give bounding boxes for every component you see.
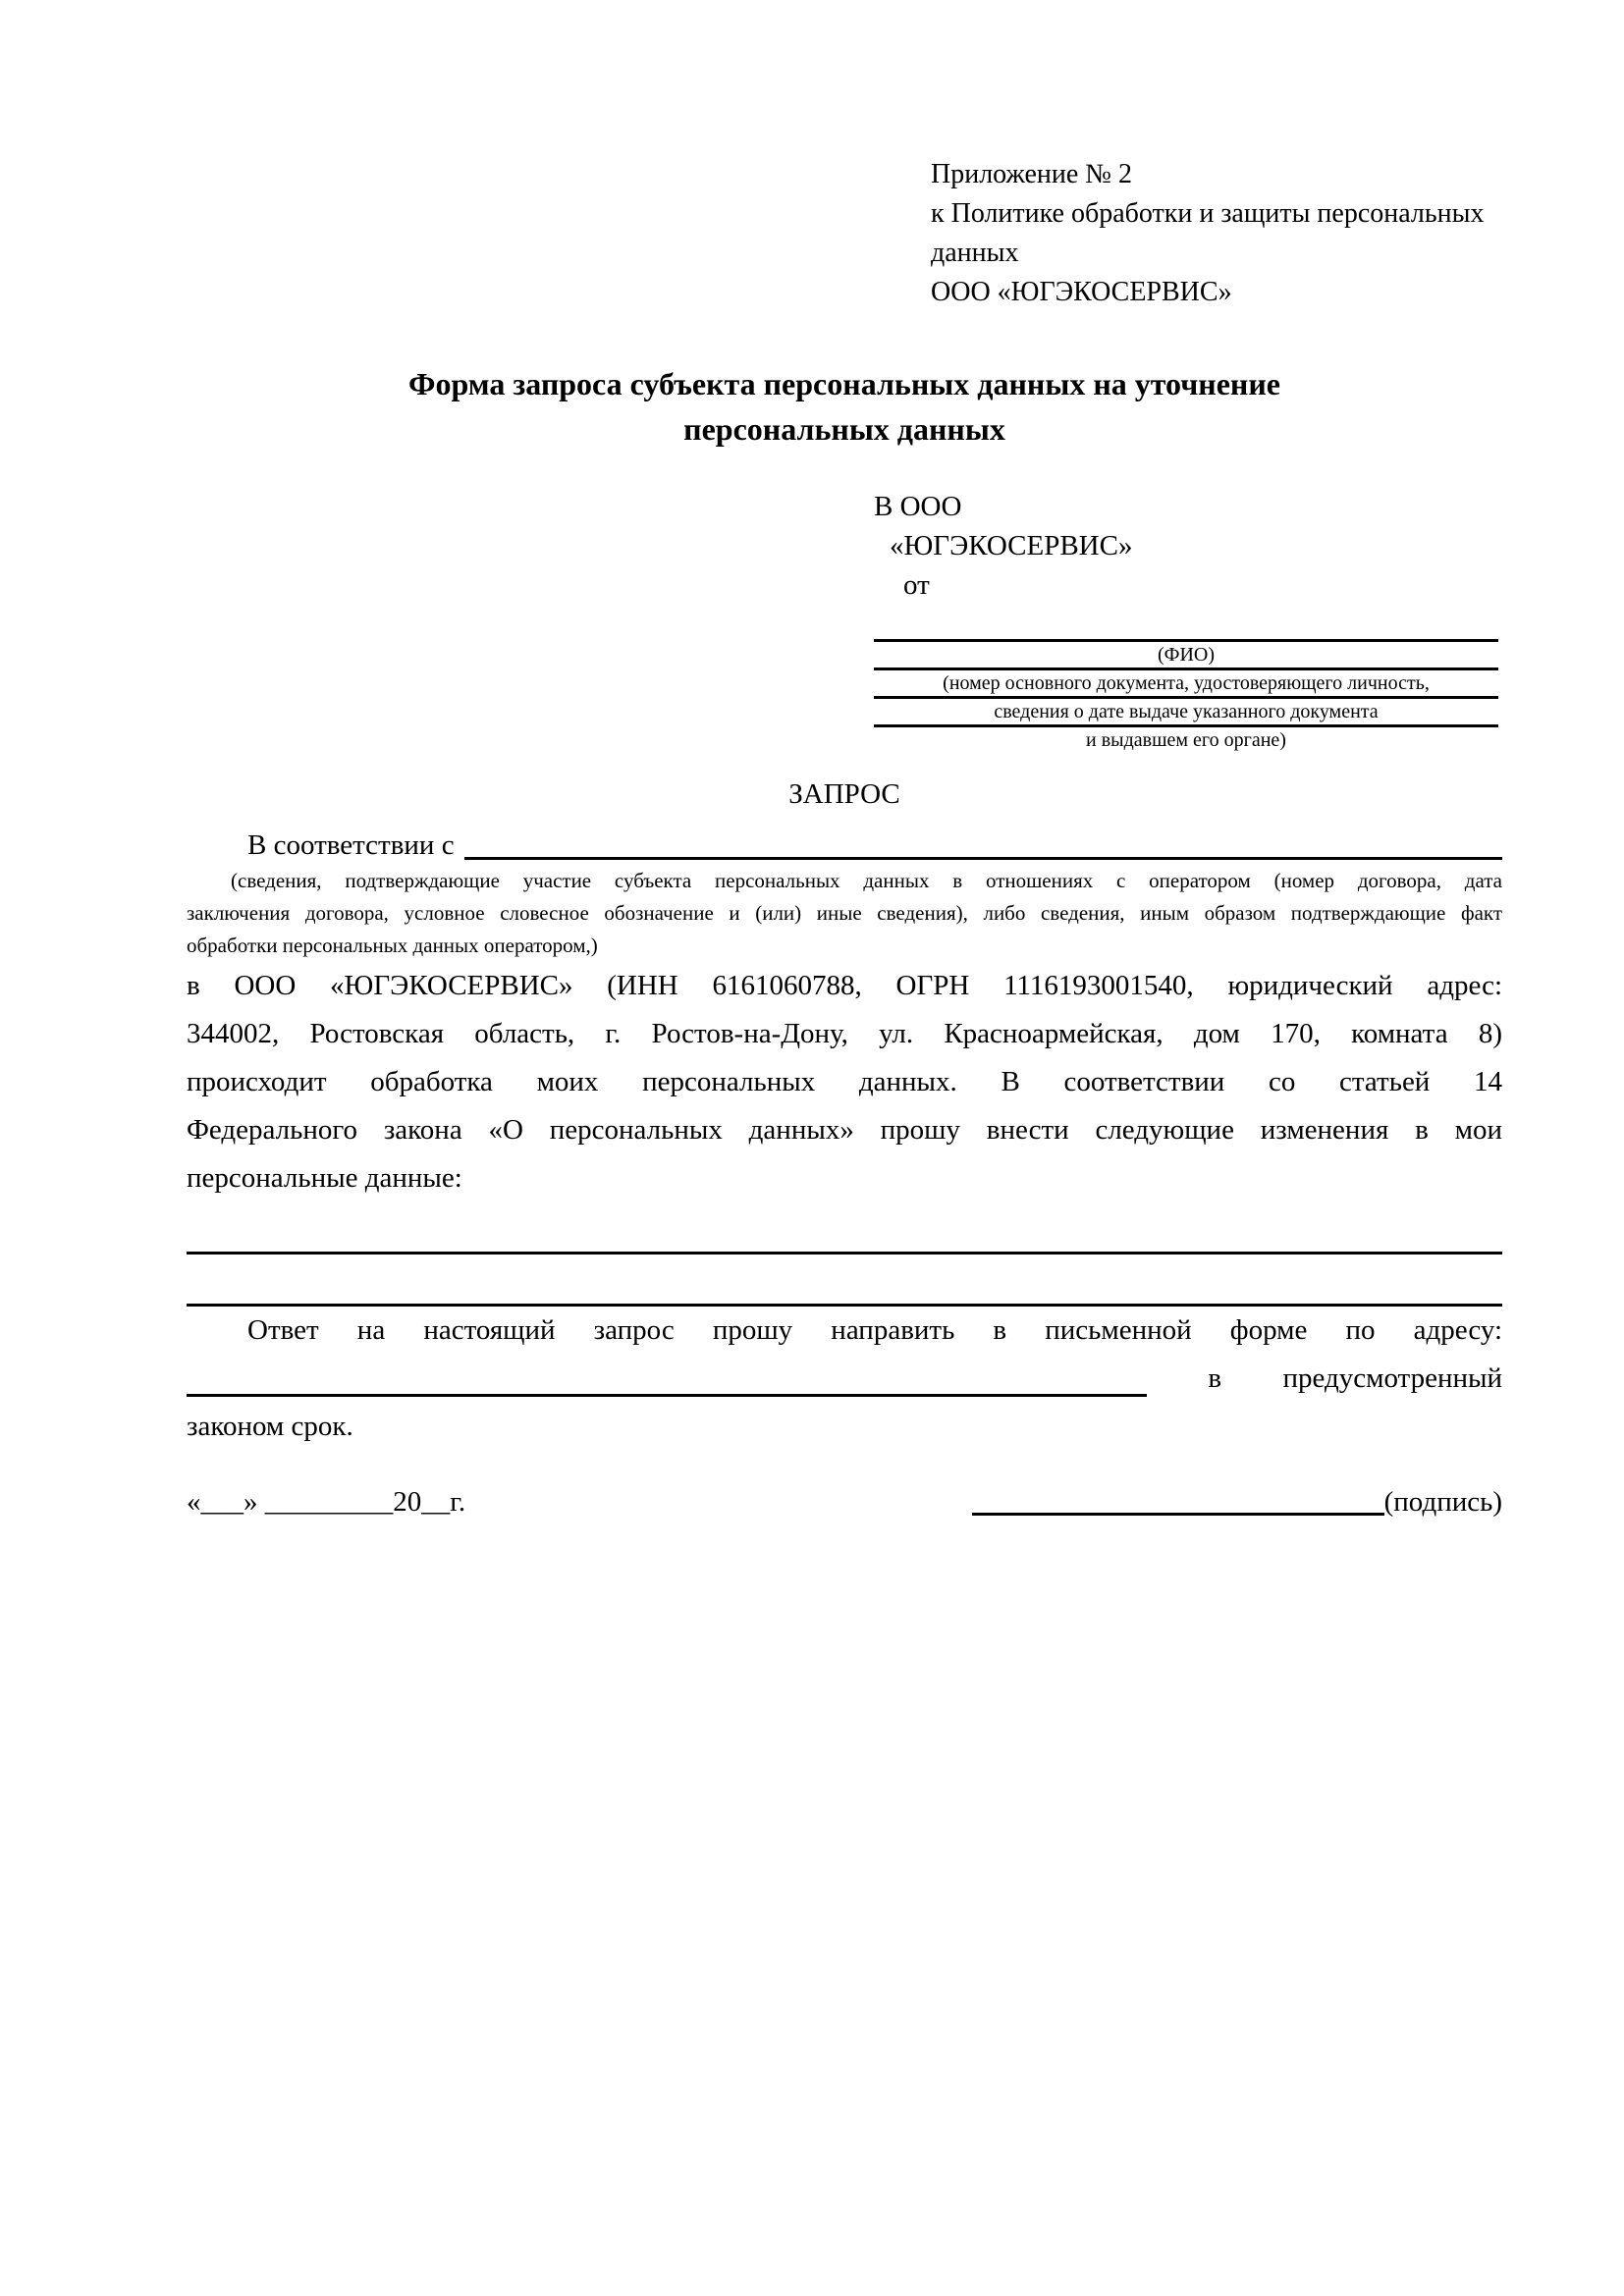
accordance-blank-line: [464, 826, 1502, 860]
reply-line: Ответ на настоящий запрос прошу направить в письменной форме по адресу:: [247, 1314, 1502, 1346]
reply-line: законом срок.: [187, 1411, 353, 1442]
document-title-line: Форма запроса субъекта персональных данных на уточнение: [408, 366, 1280, 401]
changes-blank-line: [187, 1202, 1502, 1255]
changes-blank-line: [187, 1255, 1502, 1307]
signature-area: [972, 1482, 1502, 1522]
body-line: 344002, Ростовская область, г. Ростов-на-Дону, ул. Красноармейская, дом 170, комната 8): [187, 1018, 1502, 1049]
issue-date-field: [874, 696, 1498, 724]
fio-caption: (ФИО): [1157, 644, 1215, 666]
recipient-company: «ЮГЭКОСЕРВИС»: [890, 530, 1133, 561]
appendix-header: [931, 155, 1502, 312]
request-body: [187, 962, 1502, 1202]
reply-word: предусмотренный: [1282, 1362, 1502, 1394]
issuing-authority-caption: и выдавшем его органе): [1086, 729, 1286, 751]
fio-blank-line: [874, 605, 1498, 642]
document-title: [187, 361, 1502, 452]
body-line: Федерального закона «О персональных данных» прошу внести следующие изменения в мои: [187, 1114, 1502, 1146]
date-signature-row: [187, 1482, 1502, 1522]
date-blank: «___» _________20__г.: [187, 1486, 466, 1518]
reply-word: в: [1208, 1362, 1222, 1394]
reply-paragraph: [187, 1307, 1502, 1451]
note-line: заключения договора, условное словесное обозначение и (или) иные сведения), либо сведения, иным образом подтверждающие факт: [187, 901, 1502, 925]
accordance-label: В соответствии с: [247, 829, 455, 861]
signature-blank-line: [972, 1513, 1384, 1516]
appendix-line: ООО «ЮГЭКОСЕРВИС»: [931, 277, 1232, 307]
document-number-caption: (номер основного документа, удостоверяющего личность,: [943, 672, 1430, 694]
changes-blank-lines: [187, 1202, 1502, 1307]
note-line: обработки персональных данных оператором,): [187, 934, 598, 957]
body-line: происходит обработка моих персональных данных. В соответствии со статьей 14: [187, 1066, 1502, 1097]
reply-address-line: [187, 1355, 1502, 1403]
document-title-line: персональных данных: [683, 411, 1005, 447]
address-blank-line: [187, 1394, 1147, 1397]
issue-date-caption: сведения о дате выдаче указанного документа: [994, 701, 1379, 722]
appendix-line: к Политике обработки и защиты персональных: [931, 198, 1485, 229]
recipient-from: от: [903, 569, 930, 601]
note-line: (сведения, подтверждающие участие субъекта персональных данных в отношениях с оператором (номер договора, дата: [231, 869, 1502, 892]
accordance-line: [187, 826, 1502, 865]
body-line: персональные данные:: [187, 1162, 462, 1194]
recipient-to: В ООО: [874, 491, 962, 522]
issuing-authority-field: [874, 724, 1498, 753]
document-number-field: [874, 667, 1498, 696]
recipient-block: [874, 487, 1498, 753]
body-line: в ООО «ЮГЭКОСЕРВИС» (ИНН 6161060788, ОГРН 1116193001540, юридический адрес:: [187, 970, 1502, 1001]
request-heading: ЗАПРОС: [788, 778, 900, 810]
appendix-line: данных: [931, 238, 1019, 268]
explanatory-note: [187, 865, 1502, 962]
fio-field: [874, 605, 1498, 667]
signature-label: (подпись): [1383, 1486, 1502, 1518]
appendix-line: Приложение № 2: [931, 159, 1132, 189]
